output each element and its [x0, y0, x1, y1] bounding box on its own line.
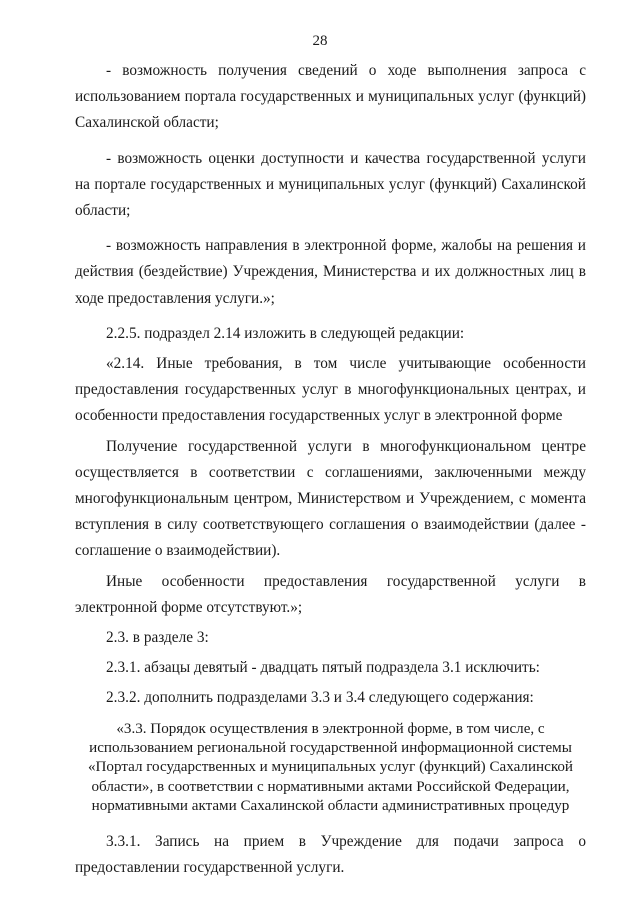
paragraph-2-3-2: 2.3.2. дополнить подразделами 3.3 и 3.4 следующего содержания:: [106, 689, 534, 707]
paragraph-quality-assessment: - возможность оценки доступности и качества государственной услуги на портале государственных и муниципальных услуг (функций) Сахалинской области;: [75, 149, 586, 220]
paragraph-2-2-5: 2.2.5. подраздел 2.14 изложить в следующей редакции:: [106, 324, 465, 342]
paragraph-2-14: «2.14. Иные требования, в том числе учитывающие особенности предоставления государственных услуг в многофункциональных центрах, и особенности предоставления государственных услуг в электронной форме: [75, 355, 586, 425]
paragraph-portal-tracking: - возможность получения сведений о ходе выполнения запроса с использованием портала государственных и муниципальных услуг (функций) Сахалинской области;: [75, 62, 586, 132]
paragraph-mfc: Получение государственной услуги в многофункциональном центре осуществляется в соответствии с соглашениями, заключенными между многофункциональным центром, Министерством и Учреждением, с момента вступления в силу соответствующего соглашения о взаимодействии (далее - соглашение о взаимодействии).: [75, 437, 586, 560]
paragraph-complaint: - возможность направления в электронной форме, жалобы на решения и действия (бездействие) Учреждения, Министерства и их должностных лиц в ходе предоставления услуги.»;: [75, 237, 586, 307]
paragraph-3-3-1: 3.3.1. Запись на прием в Учреждение для подачи запроса о предоставлении государственной услуги.: [75, 832, 586, 876]
paragraph-2-3-1: 2.3.1. абзацы девятый - двадцать пятый подраздела 3.1 исключить:: [106, 659, 540, 677]
page-number: 28: [312, 33, 328, 49]
paragraph-other-features: Иные особенности предоставления государственной услуги в электронной форме отсутствуют.»;: [75, 572, 586, 616]
paragraph-2-3: 2.3. в разделе 3:: [106, 629, 209, 647]
section-heading-3-3: «3.3. Порядок осуществления в электронной форме, в том числе, с использованием региональной государственной информационной системы «Портал государственных и муниципальных услуг (функций) Сахалинской области», в соответствии с нормативными актами Российской Федерации, нормативными актами Сахалинской области административных процедур: [87, 720, 574, 815]
document-body: [75, 58, 586, 881]
